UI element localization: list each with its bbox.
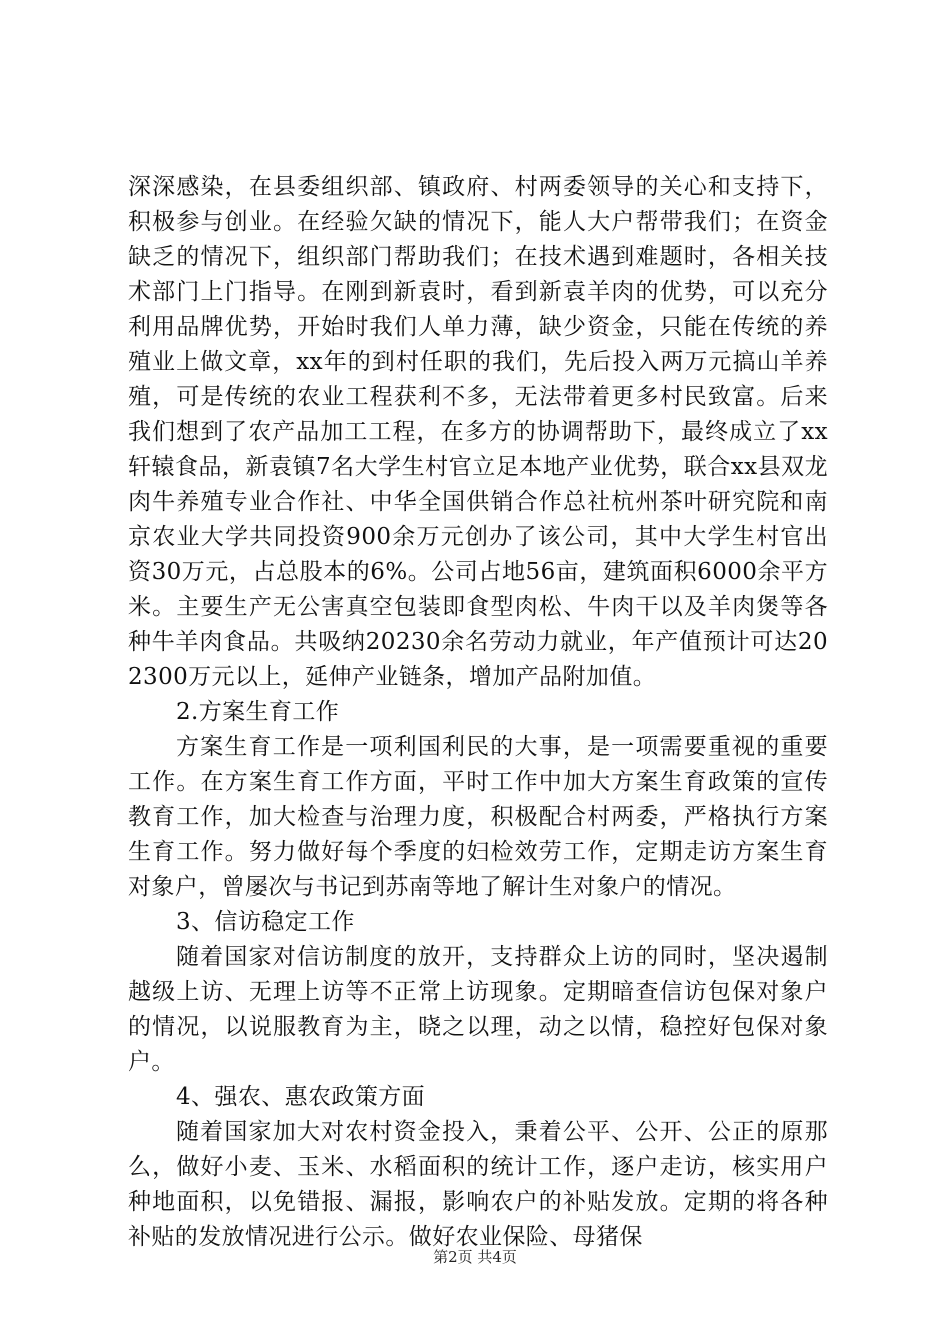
page-number-footer: 第2页 共4页 [433,1248,517,1266]
paragraph-petitions: 随着国家对信访制度的放开，支持群众上访的同时，坚决遏制越级上访、无理上访等不正常上访现象。定期暗查信访包保对象户的情况，以说服教育为主，晓之以理，动之以情，稳控好包保对象户。 [128,944,828,1075]
document-body [128,170,828,1255]
paragraph-agriculture-policy: 随着国家加大对农村资金投入，秉着公平、公开、公正的原那么，做好小麦、玉米、水稻面积的统计工作，逐户走访，核实用户种地面积，以免错报、漏报，影响农户的补贴发放。定期的将各种补贴的发放情况进行公示。做好农业保险、母猪保 [128,1119,828,1250]
section-heading-family-planning: 2.方案生育工作 [176,699,340,725]
section-heading-agriculture-policy: 4、强农、惠农政策方面 [176,1084,426,1110]
paragraph-continuation: 深深感染，在县委组织部、镇政府、村两委领导的关心和支持下，积极参与创业。在经验欠缺的情况下，能人大户帮带我们；在资金缺乏的情况下，组织部门帮助我们；在技术遇到难题时，各相关技术部门上门指导。在刚到新袁时，看到新袁羊肉的优势，可以充分利用品牌优势，开始时我们人单力薄，缺少资金，只能在传统的养殖业上做文章，xx年的到村任职的我们，先后投入两万元搞山羊养殖，可是传统的农业工程获利不多，无法带着更多村民致富。后来我们想到了农产品加工工程，在多方的协调帮助下，最终成立了xx轩辕食品，新袁镇7名大学生村官立足本地产业优势，联合xx县双龙肉牛养殖专业合作社、中华全国供销合作总社杭州茶叶研究院和南京农业大学共同投资900余万元创办了该公司，其中大学生村官出资30万元，占总股本的6%。公司占地56亩，建筑面积6000余平方米。主要生产无公害真空包装即食型肉松、牛肉干以及羊肉煲等各种牛羊肉食品。共吸纳20230余名劳动力就业，年产值预计可达202300万元以上，延伸产业链条，增加产品附加值。 [128,174,828,690]
section-heading-petitions: 3、信访稳定工作 [176,909,355,935]
paragraph-family-planning: 方案生育工作是一项利国利民的大事，是一项需要重视的重要工作。在方案生育工作方面，平时工作中加大方案生育政策的宣传教育工作，加大检查与治理力度，积极配合村两委，严格执行方案生育工作。努力做好每个季度的妇检效劳工作，定期走访方案生育对象户，曾屡次与书记到苏南等地了解计生对象户的情况。 [128,734,828,900]
